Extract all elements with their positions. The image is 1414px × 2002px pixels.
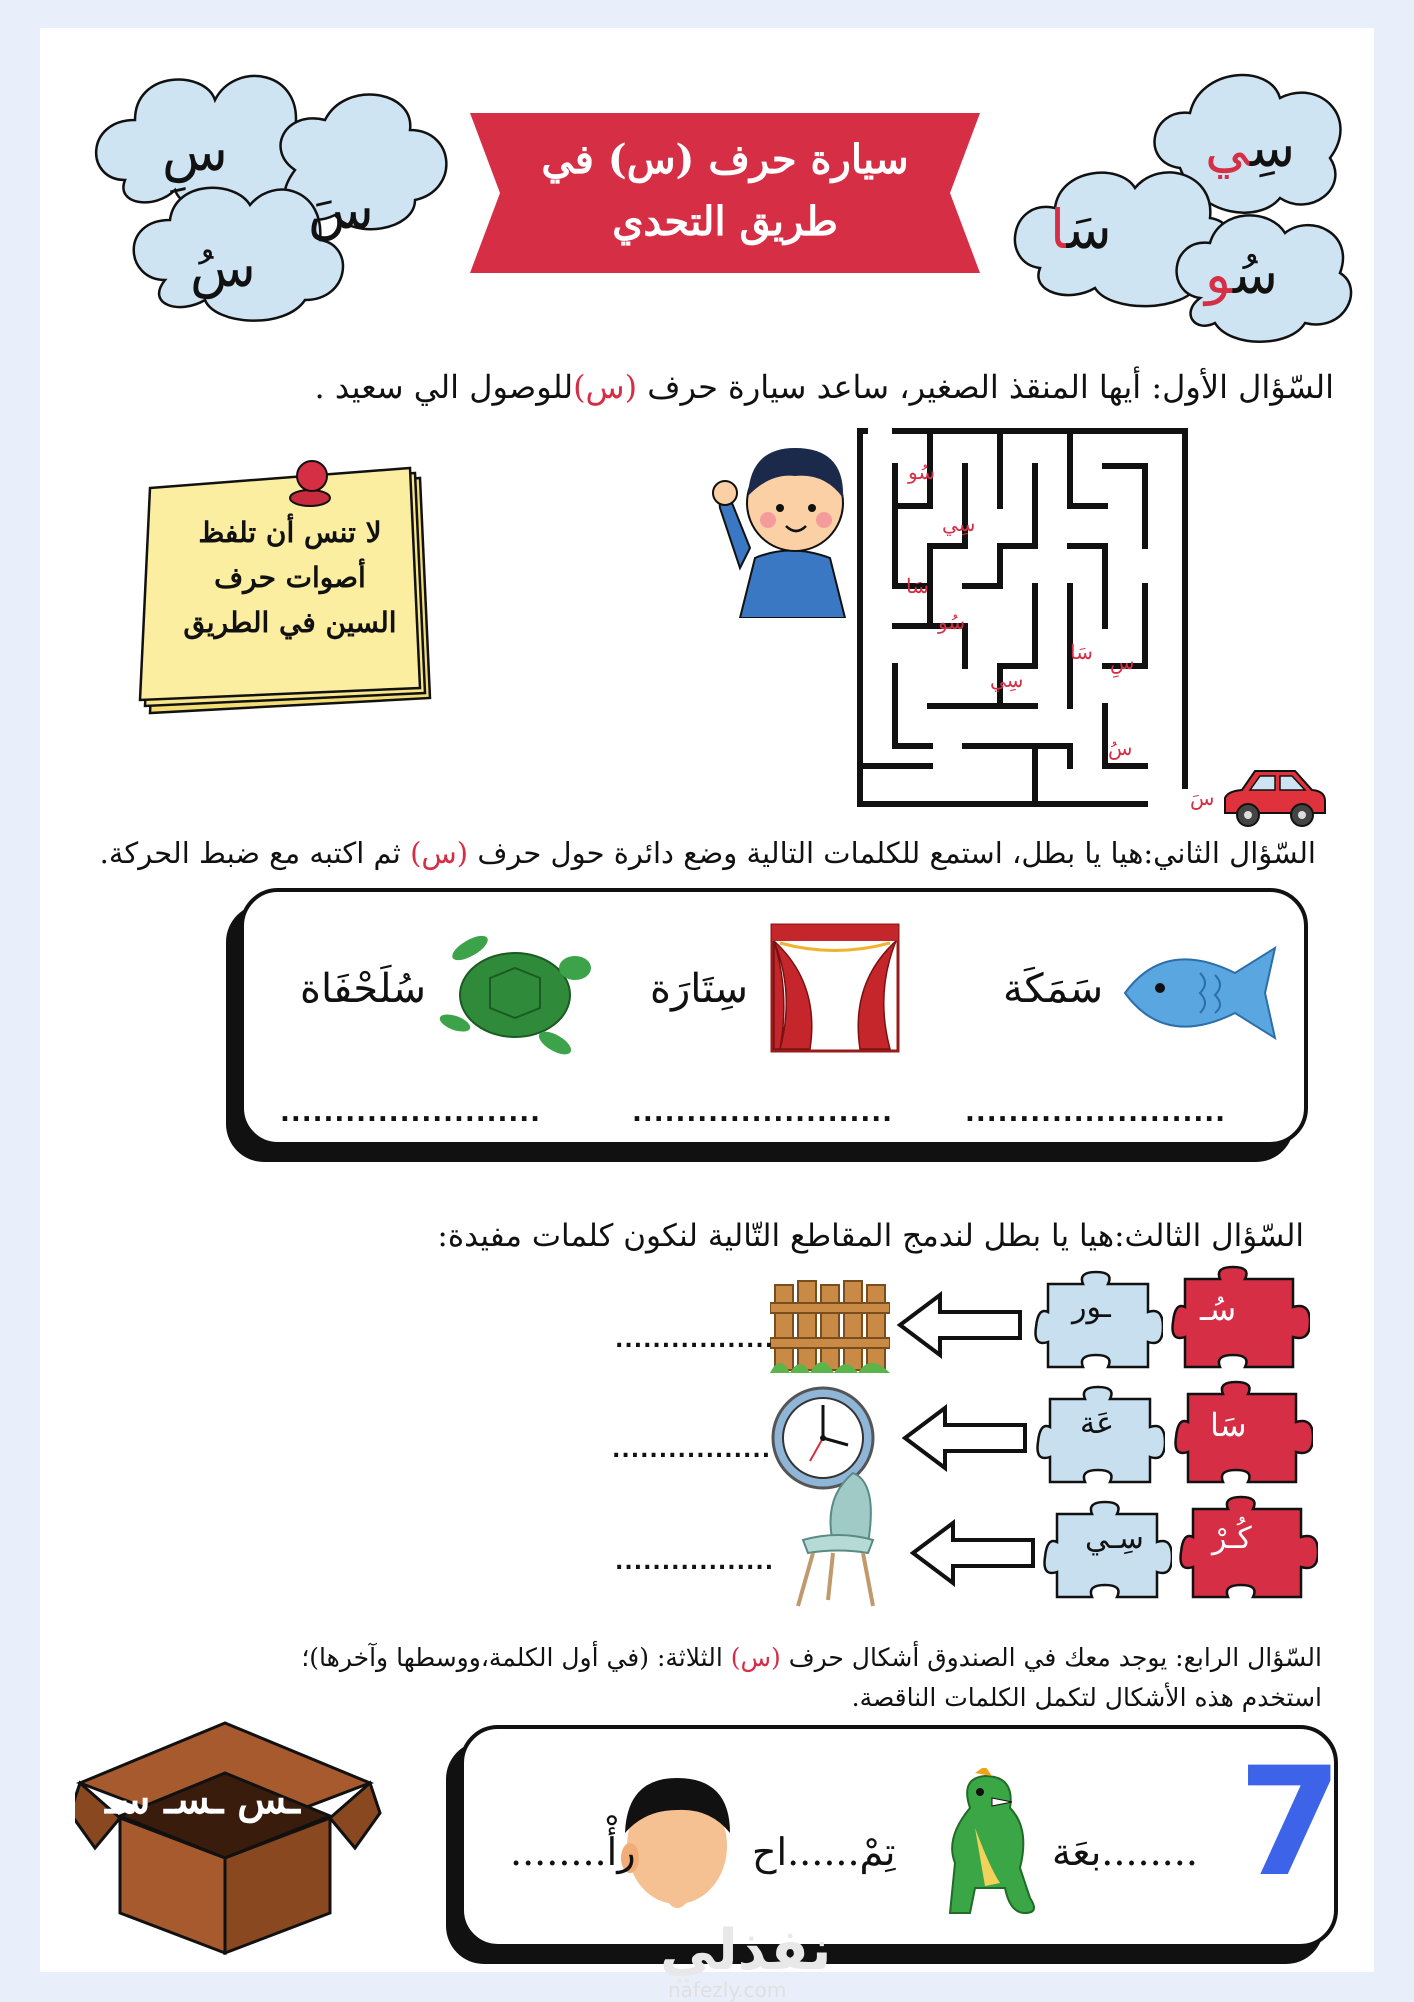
cloud-syllable-1: سِ bbox=[162, 120, 228, 183]
answer-line-1[interactable]: ........................ bbox=[965, 1098, 1227, 1128]
clouds-left bbox=[65, 40, 505, 340]
puzzle-red-1-text: سُـ bbox=[1200, 1290, 1237, 1328]
q4-word-1[interactable]: ........بعَة bbox=[1052, 1830, 1198, 1874]
cloud-syllable-si-vowel: ي bbox=[1205, 116, 1251, 179]
arrow-left-icon bbox=[895, 1290, 1025, 1360]
maze-syllable: سِي bbox=[990, 668, 1024, 692]
note-line-2: أصوات حرف bbox=[214, 561, 366, 594]
cloud-syllable-sa-vowel: ا bbox=[1050, 198, 1067, 261]
cloud-syllable-si bbox=[1205, 116, 1295, 179]
cloud-syllable-si-letter: سِ bbox=[1250, 116, 1296, 179]
dragon-icon bbox=[930, 1768, 1040, 1918]
answer-line-2[interactable]: ........................ bbox=[632, 1098, 894, 1128]
watermark-text: نفذلي bbox=[660, 1918, 832, 1983]
question-4-line-2: استخدم هذه الأشكال لتكمل الكلمات الناقصة. bbox=[851, 1683, 1322, 1712]
cloud-syllable-su-letter: سُ bbox=[1232, 243, 1279, 306]
q2-word-curtain: سِتَارَة bbox=[650, 966, 749, 1012]
maze-syllable: سَا bbox=[1070, 640, 1093, 664]
q2-word-fish: سَمَكَة bbox=[1003, 966, 1104, 1012]
arrow-left-icon bbox=[900, 1403, 1030, 1473]
puzzle-blue-2-text: عَة bbox=[1080, 1406, 1114, 1441]
maze-syllable: سُو bbox=[938, 610, 966, 634]
big-number: 7 bbox=[1238, 1736, 1343, 1910]
cloud-syllable-3: سُ bbox=[190, 236, 256, 299]
maze-syllable: سِ bbox=[1110, 650, 1135, 674]
question-4-prefix: السّؤال الرابع: يوجد معك في الصندوق أشكال حرف bbox=[780, 1643, 1322, 1672]
q4-word-2[interactable]: تِمْ......اح bbox=[752, 1830, 896, 1874]
watermark-url: nafezly.com bbox=[668, 1978, 787, 2002]
note-line-3: السين في الطريق bbox=[183, 606, 397, 639]
title-line-2: طريق التحدي bbox=[612, 198, 838, 245]
worksheet-page bbox=[40, 28, 1374, 2002]
sticky-note bbox=[130, 448, 460, 748]
q3-answer-2[interactable]: ................. bbox=[612, 1438, 772, 1463]
curtain-icon bbox=[770, 923, 900, 1053]
cloud-syllable-su-vowel: و bbox=[1205, 243, 1233, 306]
cloud-syllable-sa-letter: سَ bbox=[1066, 198, 1112, 261]
fence-icon bbox=[770, 1273, 890, 1373]
maze-syllable: سَا bbox=[906, 574, 929, 598]
puzzle-red-2-text: سَا bbox=[1210, 1406, 1247, 1444]
question-1-suffix: للوصول الي سعيد . bbox=[314, 368, 574, 406]
question-4-suffix: الثلاثة: (في أول الكلمة،ووسطها وآخرها)؛ bbox=[301, 1643, 731, 1672]
question-1-prefix: السّؤال الأول: أيها المنقذ الصغير، ساعد سيارة حرف bbox=[637, 368, 1334, 406]
boy-waving-icon bbox=[700, 418, 880, 618]
arrow-left-icon bbox=[908, 1518, 1038, 1588]
puzzle-red-3-text: كُـرْ bbox=[1212, 1521, 1252, 1556]
turtle-icon bbox=[435, 923, 595, 1063]
car-icon bbox=[1220, 763, 1330, 833]
question-1-letter: (س) bbox=[573, 368, 638, 406]
question-4-line-1 bbox=[301, 1643, 1322, 1672]
question-2-letter: (س) bbox=[410, 836, 469, 870]
puzzle-blue-1-text: ـور bbox=[1072, 1290, 1111, 1325]
q2-word-turtle: سُلَحْفَاة bbox=[300, 966, 426, 1012]
fish-icon bbox=[1115, 933, 1285, 1043]
cloud-syllable-sa bbox=[1050, 198, 1112, 261]
maze-syllable: سُ bbox=[1108, 736, 1133, 760]
note-line-1: لا تنس أن تلفظ bbox=[198, 516, 382, 549]
question-4-letter: (س) bbox=[730, 1643, 781, 1672]
question-1 bbox=[315, 368, 1334, 406]
chair-icon bbox=[778, 1468, 888, 1608]
question-2-prefix: السّؤال الثاني:هيا يا بطل، استمع للكلمات التالية وضع دائرة حول حرف bbox=[468, 836, 1316, 870]
maze-syllable: سِي bbox=[942, 512, 976, 536]
box-icon bbox=[75, 1718, 385, 1958]
puzzle-blue-3-text: سِـي bbox=[1085, 1521, 1144, 1556]
title-line-1: سيارة حرف (س) في bbox=[541, 136, 909, 183]
maze-syllable: سُو bbox=[908, 460, 936, 484]
puzzle-red-1 bbox=[1170, 1263, 1310, 1373]
question-2-suffix: ثم اكتبه مع ضبط الحركة. bbox=[99, 836, 411, 870]
q4-word-3[interactable]: رأْ........ bbox=[510, 1830, 636, 1874]
cloud-syllable-2: سَ bbox=[308, 178, 374, 241]
question-3: السّؤال الثالث:هيا يا بطل لندمج المقاطع التّالية لنكون كلمات مفيدة: bbox=[437, 1218, 1304, 1254]
q3-answer-1[interactable]: ................. bbox=[615, 1328, 775, 1353]
cloud-syllable-su bbox=[1205, 243, 1278, 306]
answer-line-3[interactable]: ........................ bbox=[280, 1098, 542, 1128]
q3-answer-3[interactable]: ................. bbox=[615, 1550, 775, 1575]
box-letters: ـس ـسـ سـ bbox=[105, 1776, 300, 1823]
question-2 bbox=[100, 836, 1316, 870]
maze-syllable: سَ bbox=[1190, 786, 1215, 810]
